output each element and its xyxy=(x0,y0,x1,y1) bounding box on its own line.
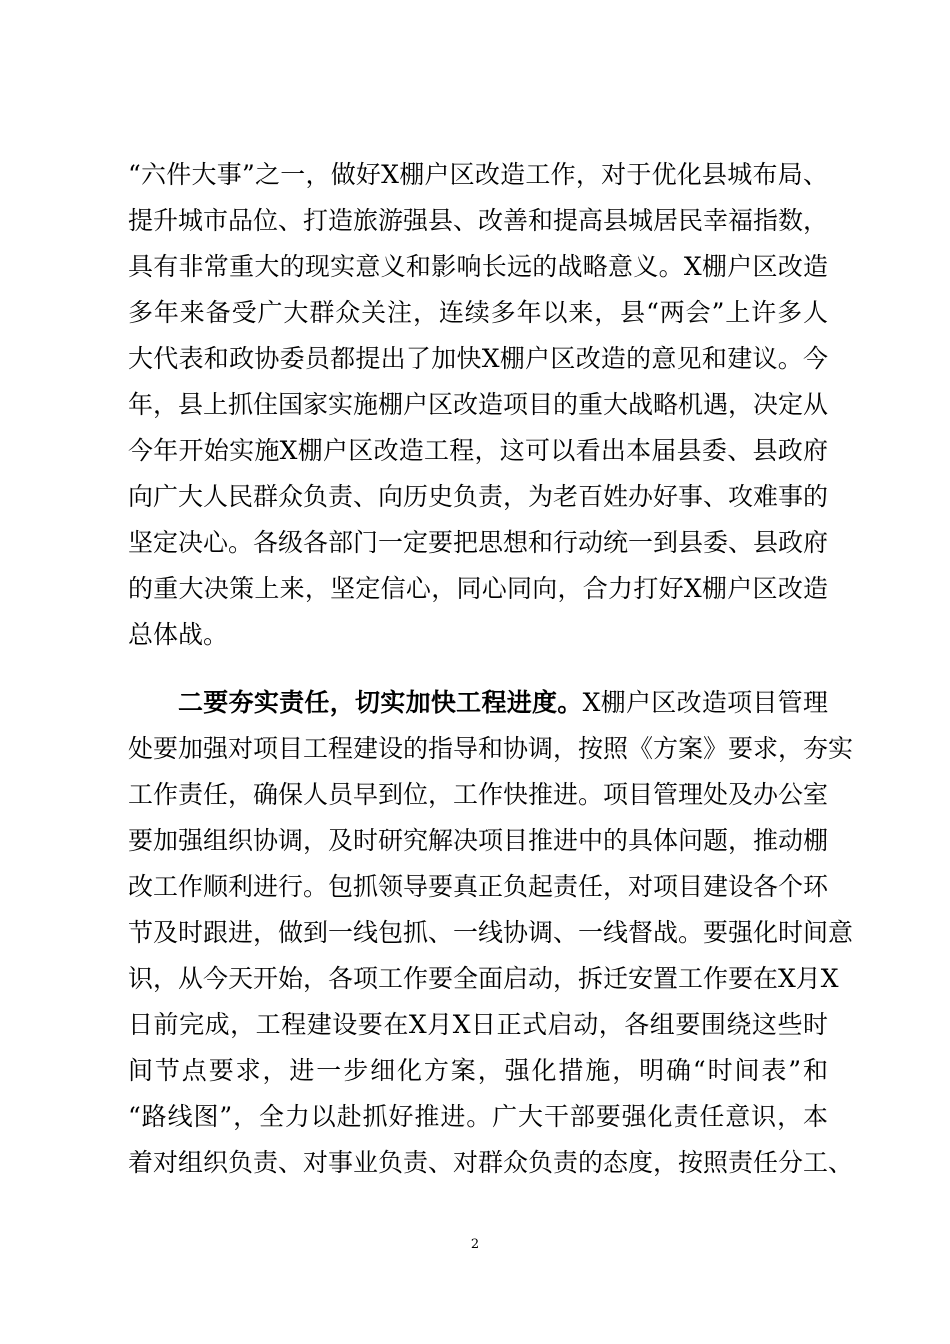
text-line: 要加强组织协调，及时研究解决项目推进中的具体问题，推动棚 xyxy=(128,826,829,855)
text-line: 间节点要求，进一步细化方案，强化措施，明确“时间表”和 xyxy=(128,1056,828,1085)
text-line: “路线图”，全力以赴抓好推进。广大干部要强化责任意识，本 xyxy=(128,1102,828,1131)
text-line: 总体战。 xyxy=(128,620,229,649)
text-line: 提升城市品位、打造旅游强县、改善和提高县城居民幸福指数， xyxy=(128,206,829,235)
text-line: 日前完成，工程建设要在X月X日正式启动，各组要围绕这些时 xyxy=(128,1010,828,1039)
page-number: 2 xyxy=(470,1237,480,1252)
text-line: 年，县上抓住国家实施棚户区改造项目的重大战略机遇，决定从 xyxy=(128,390,829,419)
text-line: 节及时跟进，做到一线包抓、一线协调、一线督战。要强化时间意 xyxy=(128,918,854,947)
text-line: 识，从今天开始，各项工作要全面启动，拆迁安置工作要在X月X xyxy=(128,964,839,993)
text-line: 处要加强对项目工程建设的指导和协调，按照《方案》要求，夯实 xyxy=(128,734,854,763)
text-line: 着对组织负责、对事业负责、对群众负责的态度，按照责任分工、 xyxy=(128,1148,854,1177)
text-line: 工作责任，确保人员早到位，工作快推进。项目管理处及办公室 xyxy=(128,780,829,809)
text-line: 大代表和政协委员都提出了加快X棚户区改造的意见和建议。今 xyxy=(128,344,828,373)
text-line: 具有非常重大的现实意义和影响长远的战略意义。X棚户区改造 xyxy=(128,252,828,281)
text-line: 多年来备受广大群众关注，连续多年以来，县“两会”上许多人 xyxy=(128,298,828,327)
text-line xyxy=(178,680,828,726)
text-line: 坚定决心。各级各部门一定要把思想和行动统一到县委、县政府 xyxy=(128,528,829,557)
text-line: 的重大决策上来，坚定信心，同心同向，合力打好X棚户区改造 xyxy=(128,574,828,603)
text-line: 向广大人民群众负责、向历史负责，为老百姓办好事、攻难事的 xyxy=(128,482,829,511)
text-line: “六件大事”之一，做好X棚户区改造工作，对于优化县城布局、 xyxy=(128,160,828,189)
text-line: 改工作顺利进行。包抓领导要真正负起责任，对项目建设各个环 xyxy=(128,872,829,901)
heading-line-text: X棚户区改造项目管理 xyxy=(582,688,828,717)
section-heading: 二要夯实责任，切实加快工程进度。 xyxy=(178,688,583,717)
text-line: 今年开始实施X棚户区改造工程，这可以看出本届县委、县政府 xyxy=(128,436,828,465)
